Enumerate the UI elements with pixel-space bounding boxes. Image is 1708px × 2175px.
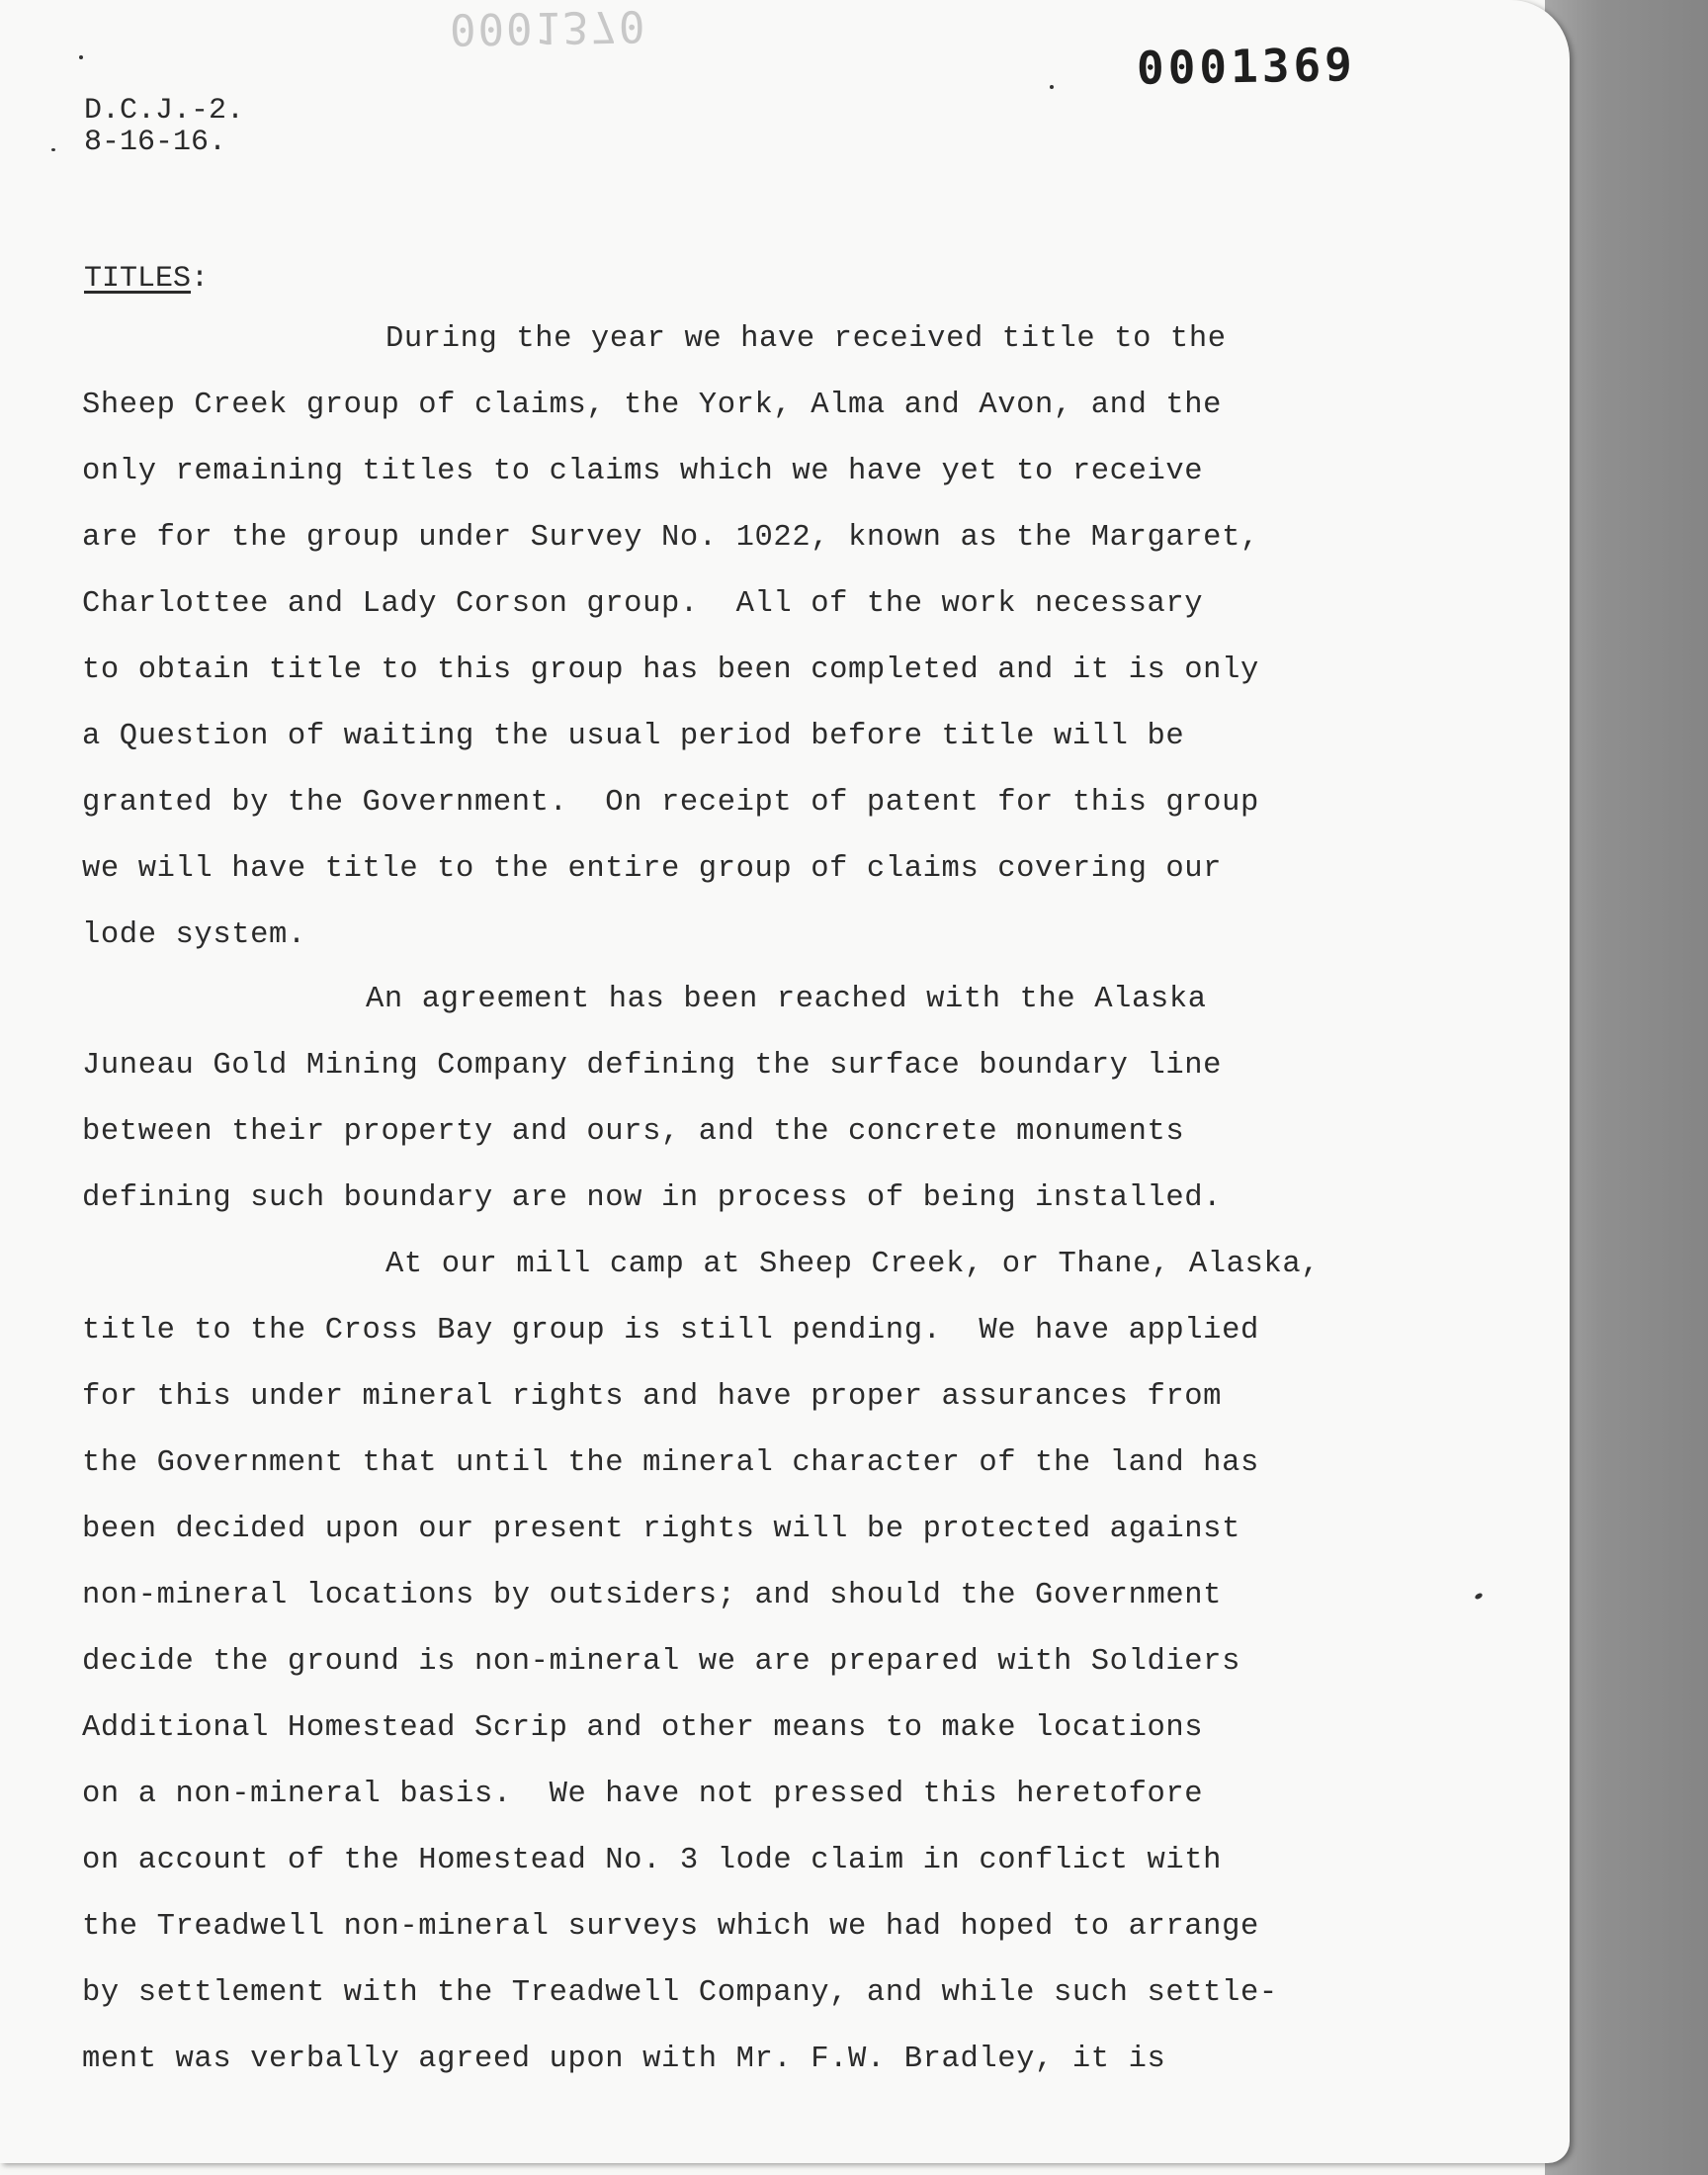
body-line: to obtain title to this group has been completed and it is only: [82, 653, 1259, 687]
reference-date: 8-16-16.: [84, 126, 227, 159]
body-line: defining such boundary are now in process of being installed.: [82, 1181, 1223, 1215]
body-line: non-mineral locations by outsiders; and should the Government: [82, 1579, 1223, 1612]
body-line: At our mill camp at Sheep Creek, or Thane, Alaska,: [385, 1248, 1321, 1281]
body-line: ment was verbally agreed upon with Mr. F.W. Bradley, it is: [82, 2043, 1166, 2076]
body-line: granted by the Government. On receipt of patent for this group: [82, 786, 1259, 820]
section-heading-colon: :: [191, 262, 210, 296]
body-line: by settlement with the Treadwell Company, and while such settle-: [82, 1976, 1278, 2010]
body-line: An agreement has been reached with the Alaska: [366, 983, 1207, 1016]
document-number-stamp: 0001369: [1136, 38, 1357, 95]
body-line: lode system.: [82, 918, 306, 952]
body-line: on a non-mineral basis. We have not pressed this heretofore: [82, 1778, 1204, 1811]
body-line: Juneau Gold Mining Company defining the surface boundary line: [82, 1049, 1223, 1083]
body-line: for this under mineral rights and have proper assurances from: [82, 1380, 1223, 1414]
body-line: Sheep Creek group of claims, the York, Alma and Avon, and the: [82, 389, 1223, 422]
paper-speck: [1050, 85, 1054, 89]
body-line: Additional Homestead Scrip and other means to make locations: [82, 1711, 1204, 1745]
body-line: the Treadwell non-mineral surveys which we had hoped to arrange: [82, 1910, 1259, 1944]
faded-bleedthrough-number: 0001370: [449, 0, 647, 54]
body-line: been decided upon our present rights will be protected against: [82, 1513, 1240, 1546]
section-heading-label: TITLES: [84, 262, 192, 296]
body-line: are for the group under Survey No. 1022, known as the Margaret,: [82, 521, 1259, 555]
body-line: title to the Cross Bay group is still pending. We have applied: [82, 1314, 1259, 1348]
body-line: between their property and ours, and the concrete monuments: [82, 1115, 1185, 1149]
paper-speck: [79, 55, 83, 59]
body-line: a Question of waiting the usual period before title will be: [82, 720, 1185, 753]
body-line: we will have title to the entire group of claims covering our: [82, 852, 1223, 886]
paper-speck: [51, 148, 55, 151]
body-line: During the year we have received title to the: [385, 322, 1227, 356]
body-line: on account of the Homestead No. 3 lode claim in conflict with: [82, 1844, 1223, 1877]
reference-code: D.C.J.-2.: [84, 94, 245, 128]
body-line: the Government that until the mineral character of the land has: [82, 1446, 1259, 1480]
body-line: decide the ground is non-mineral we are prepared with Soldiers: [82, 1645, 1240, 1679]
body-line: Charlottee and Lady Corson group. All of the work necessary: [82, 587, 1204, 621]
body-line: only remaining titles to claims which we have yet to receive: [82, 455, 1204, 488]
